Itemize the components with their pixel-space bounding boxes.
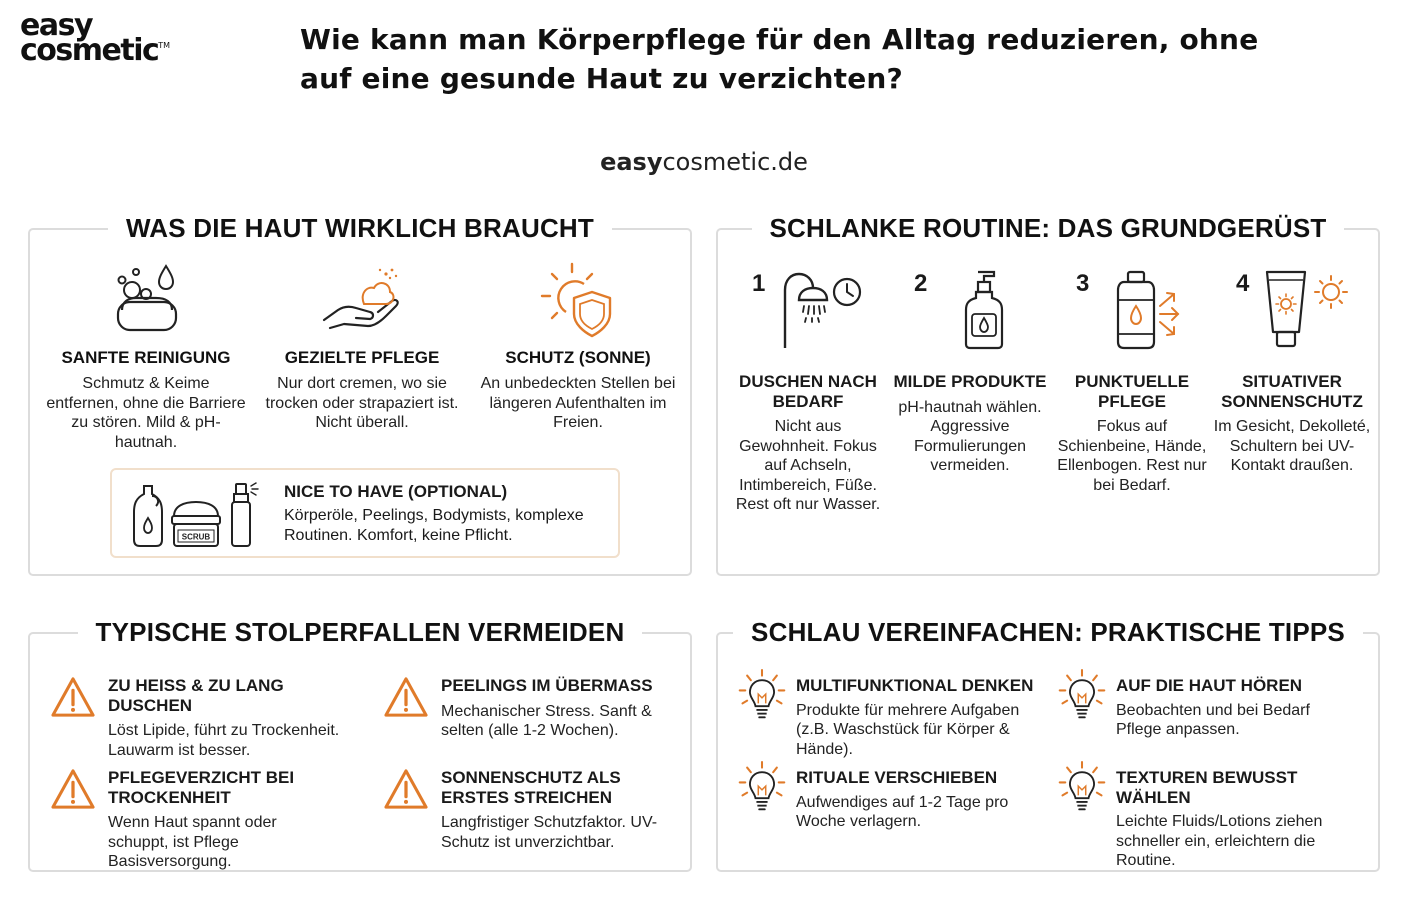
need-item-care <box>262 260 462 433</box>
nice-to-have-box <box>110 468 620 558</box>
body-mist-icon <box>232 483 258 546</box>
hand-cream-icon <box>262 260 462 340</box>
page-title: Wie kann man Körperpflege für den Alltag reduzieren, ohne auf eine gesunde Haut zu verzichten? <box>300 23 1259 95</box>
needs-panel <box>28 213 692 576</box>
soap-bar-icon <box>46 260 246 340</box>
step-number: 1 <box>752 270 766 297</box>
step-number: 3 <box>1076 270 1090 297</box>
nice-to-have-text: Körperöle, Peelings, Bodymists, komplexe Routinen. Komfort, keine Pflicht. <box>284 507 584 544</box>
tips-panel-title: SCHLAU VEREINFACHEN: PRAKTISCHE TIPPS <box>733 617 1363 647</box>
routine-step-title: MILDE PRODUKTE <box>893 372 1047 391</box>
need-item-text: An unbedeckten Stellen bei längeren Aufenthalten im Freien. <box>480 375 676 431</box>
needs-panel-title: WAS DIE HAUT WIRKLICH BRAUCHT <box>108 213 612 243</box>
tip-text: Beobachten und bei Bedarf Pflege anpassen. <box>1116 701 1310 738</box>
sunscreen-tube-icon <box>1240 270 1372 350</box>
routine-step-title: DUSCHEN NACH BEDARF <box>739 372 877 411</box>
pitfall-item <box>383 676 673 741</box>
pitfall-text: Löst Lipide, führt zu Trockenheit. Lauwarm ist besser. <box>108 722 340 759</box>
routine-panel-title: SCHLANKE ROUTINE: DAS GRUNDGERÜST <box>752 213 1345 243</box>
scrub-label: SCRUB <box>181 532 211 542</box>
tip-text: Leichte Fluids/Lotions ziehen schneller ein, erleichtern die Routine. <box>1116 813 1323 869</box>
step-number: 2 <box>914 270 928 297</box>
tip-title: AUF DIE HAUT HÖREN <box>1116 676 1303 695</box>
need-item-text: Schmutz & Keime entfernen, ohne die Barriere zu stören. Mild & pH-hautnah. <box>46 375 246 451</box>
tip-item <box>736 768 1036 832</box>
brand-logo <box>20 8 180 68</box>
sun-shield-icon <box>478 260 678 340</box>
routine-step-1 <box>728 270 888 515</box>
pitfall-item <box>50 768 340 872</box>
need-item-text: Nur dort cremen, wo sie trocken oder strapaziert ist. Nicht überall. <box>265 375 459 431</box>
brand-logo-line2: cosmetic <box>20 32 159 68</box>
routine-step-text: Im Gesicht, Dekolleté, Schultern bei UV-Kontakt draußen. <box>1213 418 1371 474</box>
shower-clock-icon <box>756 270 888 350</box>
routine-step-2 <box>890 270 1050 476</box>
tip-text: Produkte für mehrere Aufgaben (z.B. Waschstück für Körper & Hände). <box>796 701 1020 758</box>
scrub-jar-icon <box>172 502 220 546</box>
nice-to-have-title: NICE TO HAVE (OPTIONAL) <box>284 482 508 501</box>
pitfall-title: PEELINGS IM ÜBERMASS <box>441 676 653 695</box>
site-domain <box>0 148 1408 176</box>
tips-panel <box>716 617 1380 872</box>
pitfall-item <box>383 768 673 852</box>
need-item-protection <box>478 260 678 433</box>
pump-bottle-icon <box>918 270 1050 350</box>
need-item-title: SANFTE REINIGUNG <box>61 348 231 367</box>
step-number: 4 <box>1236 270 1250 297</box>
site-domain-rest: cosmetic.de <box>662 148 808 176</box>
oil-bottle-icon <box>134 486 162 546</box>
brand-logo-line1: easy <box>20 8 93 43</box>
pitfalls-panel <box>28 617 692 872</box>
warning-icon <box>50 768 96 810</box>
need-item-title: GEZIELTE PFLEGE <box>284 348 440 367</box>
tip-title: RITUALE VERSCHIEBEN <box>796 768 998 787</box>
site-domain-bold: easy <box>600 148 663 176</box>
tip-title: MULTIFUNKTIONAL DENKEN <box>796 676 1034 695</box>
pitfall-text: Langfristiger Schutzfaktor. UV-Schutz ist unverzichtbar. <box>441 814 658 851</box>
tip-text: Aufwendiges auf 1-2 Tage pro Woche verlagern. <box>796 793 1009 830</box>
pitfall-text: Mechanischer Stress. Sanft & selten (alle 1-2 Wochen). <box>441 702 652 739</box>
routine-step-3 <box>1052 270 1212 495</box>
need-item-title: SCHUTZ (SONNE) <box>505 348 651 367</box>
routine-step-4 <box>1212 270 1372 476</box>
tip-item <box>736 676 1036 759</box>
routine-step-title: PUNKTUELLE PFLEGE <box>1074 372 1190 411</box>
routine-panel <box>716 213 1380 576</box>
targeted-bottle-icon <box>1080 270 1212 350</box>
need-item-cleansing <box>46 260 246 452</box>
lightbulb-icon <box>736 760 788 816</box>
pitfalls-panel-title: TYPISCHE STOLPERFALLEN VERMEIDEN <box>78 617 643 647</box>
pitfall-title: SONNENSCHUTZ ALS ERSTES STREICHEN <box>441 768 621 807</box>
lightbulb-icon <box>736 668 788 724</box>
routine-step-text: pH-hautnah wählen. Aggressive Formulierungen vermeiden. <box>898 398 1042 474</box>
pitfall-title: PFLEGEVERZICHT BEI TROCKENHEIT <box>108 768 295 807</box>
warning-icon <box>383 676 429 718</box>
warning-icon <box>383 768 429 810</box>
routine-step-text: Fokus auf Schienbeine, Hände, Ellenbogen. Rest nur bei Bedarf. <box>1057 418 1207 494</box>
tip-item <box>1056 768 1356 871</box>
lightbulb-icon <box>1056 668 1108 724</box>
lightbulb-icon <box>1056 760 1108 816</box>
tip-item <box>1056 676 1356 740</box>
routine-step-title: SITUATIVER SONNENSCHUTZ <box>1221 372 1363 411</box>
pitfall-item <box>50 676 340 760</box>
pitfall-title: ZU HEISS & ZU LANG DUSCHEN <box>108 676 284 715</box>
brand-trademark: TM <box>158 40 171 50</box>
warning-icon <box>50 676 96 718</box>
routine-step-text: Nicht aus Gewohnheit. Fokus auf Achseln, Intimbereich, Füße. Rest oft nur Wasser. <box>735 418 881 513</box>
pitfall-text: Wenn Haut spannt oder schuppt, ist Pflege Basisversorgung. <box>108 814 277 870</box>
tip-title: TEXTUREN BEWUSST WÄHLEN <box>1116 768 1298 807</box>
